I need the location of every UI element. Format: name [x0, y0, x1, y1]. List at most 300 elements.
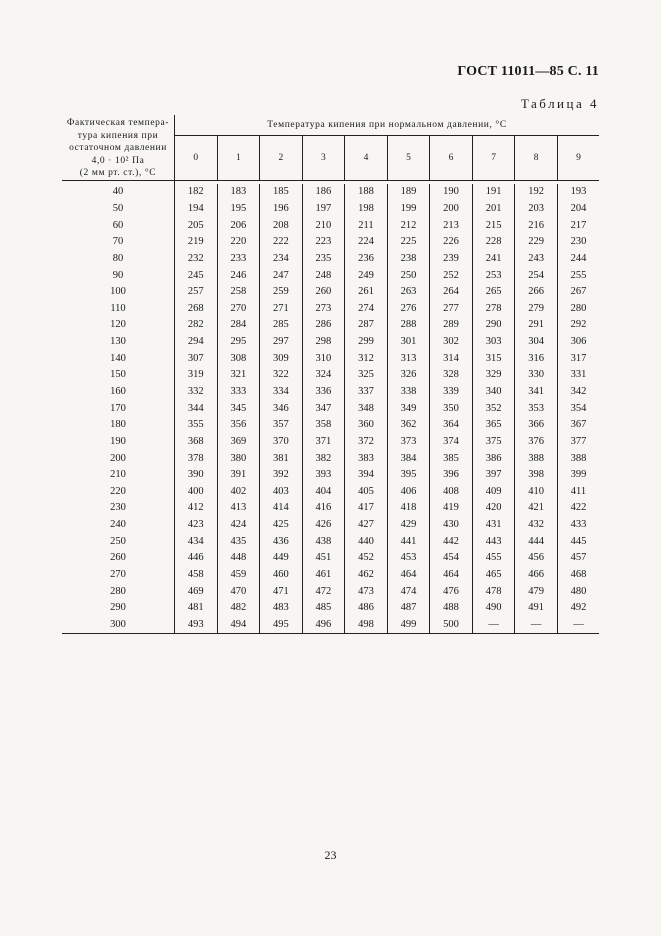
normal-pressure-temperature-cell: 253 [472, 267, 515, 284]
normal-pressure-temperature-cell: 325 [345, 367, 388, 384]
normal-pressure-temperature-cell: 417 [345, 500, 388, 517]
normal-pressure-temperature-cell: 360 [345, 416, 388, 433]
normal-pressure-temperature-cell: 324 [302, 367, 345, 384]
table-row [62, 250, 599, 267]
normal-pressure-temperature-cell: 464 [430, 566, 473, 583]
normal-pressure-temperature-cell: 411 [570, 485, 587, 497]
normal-pressure-temperature-cell: 195 [217, 200, 260, 217]
normal-pressure-temperature-cell: 357 [260, 416, 303, 433]
normal-pressure-temperature-cell: 326 [387, 367, 430, 384]
normal-pressure-temperature-cell: 322 [260, 367, 303, 384]
normal-pressure-temperature-cell: 210 [302, 217, 345, 234]
table-row [62, 450, 599, 467]
normal-pressure-temperature-cell: 446 [175, 550, 218, 567]
actual-temperature-cell: 100 [62, 283, 175, 300]
normal-pressure-temperature-cell: 409 [472, 483, 515, 500]
actual-temperature-cell: 260 [62, 550, 175, 567]
normal-pressure-temperature-cell: 452 [345, 550, 388, 567]
normal-pressure-temperature-cell: 468 [570, 569, 587, 581]
actual-temperature-cell: 160 [62, 383, 175, 400]
normal-pressure-temperature-cell: 378 [175, 450, 218, 467]
normal-pressure-temperature-cell: 316 [515, 350, 558, 367]
normal-pressure-temperature-cell: 478 [472, 583, 515, 600]
normal-pressure-temperature-cell: 399 [570, 469, 587, 481]
normal-pressure-temperature-cell: 273 [302, 300, 345, 317]
normal-pressure-temperature-cell: 286 [302, 317, 345, 334]
normal-pressure-temperature-cell: 257 [175, 283, 218, 300]
normal-pressure-temperature-cell: 345 [217, 400, 260, 417]
normal-pressure-temperature-cell: 259 [260, 283, 303, 300]
actual-temperature-cell: 230 [62, 500, 175, 517]
column-header: 9 [557, 136, 599, 180]
normal-pressure-temperature-cell: 454 [430, 550, 473, 567]
normal-pressure-temperature-cell: 464 [387, 566, 430, 583]
normal-pressure-temperature-cell: 182 [175, 184, 218, 201]
normal-pressure-temperature-cell: 453 [387, 550, 430, 567]
normal-pressure-temperature-cell: 254 [515, 267, 558, 284]
normal-pressure-temperature-cell: 408 [430, 483, 473, 500]
normal-pressure-temperature-cell: 373 [387, 433, 430, 450]
table-row [62, 233, 599, 250]
normal-pressure-temperature-cell: 485 [302, 600, 345, 617]
normal-pressure-temperature-cell: 270 [217, 300, 260, 317]
table-row [62, 533, 599, 550]
normal-pressure-temperature-cell: 362 [387, 416, 430, 433]
normal-pressure-temperature-cell: 250 [387, 267, 430, 284]
normal-pressure-temperature-cell: 342 [570, 386, 587, 397]
table-row [62, 400, 599, 417]
normal-pressure-temperature-cell: 232 [175, 250, 218, 267]
normal-pressure-temperature-cell: 445 [570, 535, 587, 547]
actual-temperature-cell: 60 [62, 217, 175, 234]
normal-pressure-temperature-cell: 386 [472, 450, 515, 467]
normal-pressure-temperature-cell: 388 [515, 450, 558, 467]
normal-pressure-temperature-cell: 435 [217, 533, 260, 550]
normal-pressure-temperature-cell: 370 [260, 433, 303, 450]
page-number: 23 [324, 848, 337, 862]
normal-pressure-temperature-cell: 368 [175, 433, 218, 450]
normal-pressure-temperature-cell: 347 [302, 400, 345, 417]
normal-pressure-temperature-cell: 493 [175, 616, 218, 633]
table-row [62, 200, 599, 217]
normal-pressure-temperature-cell: 288 [387, 317, 430, 334]
actual-temperature-cell: 120 [62, 317, 175, 334]
stub-header-line: остаточном давлении [69, 143, 167, 153]
normal-pressure-temperature-cell: 203 [515, 200, 558, 217]
normal-pressure-temperature-cell: 306 [570, 336, 587, 348]
normal-pressure-temperature-cell: 255 [570, 269, 587, 281]
normal-pressure-temperature-cell: 498 [345, 616, 388, 633]
normal-pressure-temperature-cell: 220 [217, 233, 260, 250]
column-header: 5 [387, 136, 430, 180]
normal-pressure-temperature-cell: 451 [302, 550, 345, 567]
normal-pressure-temperature-cell: 244 [570, 252, 587, 264]
normal-pressure-temperature-cell: 495 [260, 616, 303, 633]
normal-pressure-temperature-cell: 422 [570, 502, 587, 514]
normal-pressure-temperature-cell: 309 [260, 350, 303, 367]
normal-pressure-temperature-cell: 271 [260, 300, 303, 317]
normal-pressure-temperature-cell: 334 [260, 383, 303, 400]
normal-pressure-temperature-cell: 332 [175, 383, 218, 400]
stub-header [62, 115, 175, 180]
normal-pressure-temperature-cell: 374 [430, 433, 473, 450]
normal-pressure-temperature-cell: 380 [217, 450, 260, 467]
normal-pressure-temperature-cell: 279 [515, 300, 558, 317]
actual-temperature-cell: 110 [62, 300, 175, 317]
normal-pressure-temperature-cell: 337 [345, 383, 388, 400]
normal-pressure-temperature-cell: 298 [302, 333, 345, 350]
normal-pressure-temperature-cell: 312 [345, 350, 388, 367]
normal-pressure-temperature-cell: 372 [345, 433, 388, 450]
actual-temperature-cell: 220 [62, 483, 175, 500]
normal-pressure-temperature-cell: 456 [515, 550, 558, 567]
actual-temperature-cell: 130 [62, 333, 175, 350]
normal-pressure-temperature-cell: 339 [430, 383, 473, 400]
normal-pressure-temperature-cell: 423 [175, 516, 218, 533]
actual-temperature-cell: 190 [62, 433, 175, 450]
normal-pressure-temperature-cell: 329 [472, 367, 515, 384]
actual-temperature-cell: 50 [62, 200, 175, 217]
normal-pressure-temperature-cell: 331 [570, 369, 587, 381]
normal-pressure-temperature-cell: 292 [570, 319, 587, 331]
normal-pressure-temperature-cell: 396 [430, 466, 473, 483]
normal-pressure-temperature-cell: 438 [302, 533, 345, 550]
normal-pressure-temperature-cell: 390 [175, 466, 218, 483]
normal-pressure-temperature-cell: 419 [430, 500, 473, 517]
normal-pressure-temperature-cell: 328 [430, 367, 473, 384]
normal-pressure-temperature-cell: 201 [472, 200, 515, 217]
table-row [62, 350, 599, 367]
normal-pressure-temperature-cell: 258 [217, 283, 260, 300]
normal-pressure-temperature-cell: 333 [217, 383, 260, 400]
normal-pressure-temperature-cell: 371 [302, 433, 345, 450]
stub-header-line: 4,0 · 10² Па [91, 155, 145, 166]
normal-pressure-temperature-cell: 352 [472, 400, 515, 417]
normal-pressure-temperature-cell: 247 [260, 267, 303, 284]
normal-pressure-temperature-cell: 448 [217, 550, 260, 567]
document-reference: ГОСТ 11011—85 С. 11 [457, 64, 599, 79]
normal-pressure-temperature-cell: 234 [260, 250, 303, 267]
stub-header-line: тура кипения при [77, 130, 159, 141]
normal-pressure-temperature-cell: 301 [387, 333, 430, 350]
normal-pressure-temperature-cell: 186 [302, 184, 345, 201]
column-header: 2 [260, 136, 303, 180]
normal-pressure-temperature-cell: 426 [302, 516, 345, 533]
normal-pressure-temperature-cell: 196 [260, 200, 303, 217]
normal-pressure-temperature-cell: 356 [217, 416, 260, 433]
normal-pressure-temperature-cell: 486 [345, 600, 388, 617]
normal-pressure-temperature-cell: 194 [175, 200, 218, 217]
normal-pressure-temperature-cell: 414 [260, 500, 303, 517]
table-row [62, 383, 599, 400]
table-row [62, 367, 599, 384]
table-row [62, 600, 599, 617]
normal-pressure-temperature-cell: 219 [175, 233, 218, 250]
normal-pressure-temperature-cell: 350 [430, 400, 473, 417]
normal-pressure-temperature-cell: 473 [345, 583, 388, 600]
normal-pressure-temperature-cell: 248 [302, 267, 345, 284]
normal-pressure-temperature-cell: 460 [260, 566, 303, 583]
normal-pressure-temperature-cell: 472 [302, 583, 345, 600]
normal-pressure-temperature-cell: 341 [515, 383, 558, 400]
normal-pressure-temperature-cell: 432 [515, 516, 558, 533]
actual-temperature-cell: 240 [62, 516, 175, 533]
normal-pressure-temperature-cell: 400 [175, 483, 218, 500]
group-header: Температура кипения при нормальном давлении, °С [175, 115, 600, 136]
table-row [62, 416, 599, 433]
normal-pressure-temperature-cell: 366 [515, 416, 558, 433]
normal-pressure-temperature-cell: 290 [472, 317, 515, 334]
normal-pressure-temperature-cell: 440 [345, 533, 388, 550]
normal-pressure-temperature-cell: 302 [430, 333, 473, 350]
normal-pressure-temperature-cell: 402 [217, 483, 260, 500]
normal-pressure-temperature-cell: 284 [217, 317, 260, 334]
normal-pressure-temperature-cell: 344 [175, 400, 218, 417]
normal-pressure-temperature-cell: 192 [515, 184, 558, 201]
stub-header-line: Фактическая темпера- [66, 118, 170, 128]
actual-temperature-cell: 200 [62, 450, 175, 467]
actual-temperature-cell: 280 [62, 583, 175, 600]
normal-pressure-temperature-cell: 483 [260, 600, 303, 617]
normal-pressure-temperature-cell: 230 [570, 236, 587, 248]
boiling-temperature-table [62, 115, 599, 634]
table-row [62, 550, 599, 567]
normal-pressure-temperature-cell: 418 [387, 500, 430, 517]
actual-temperature-cell: 300 [62, 616, 175, 633]
normal-pressure-temperature-cell: 395 [387, 466, 430, 483]
normal-pressure-temperature-cell: 224 [345, 233, 388, 250]
normal-pressure-temperature-cell: 425 [260, 516, 303, 533]
normal-pressure-temperature-cell: 287 [345, 317, 388, 334]
normal-pressure-temperature-cell: 261 [345, 283, 388, 300]
table-row [62, 466, 599, 483]
column-header: 1 [217, 136, 260, 180]
normal-pressure-temperature-cell: 413 [217, 500, 260, 517]
normal-pressure-temperature-cell: 365 [472, 416, 515, 433]
normal-pressure-temperature-cell: 285 [260, 317, 303, 334]
normal-pressure-temperature-cell: 243 [515, 250, 558, 267]
table-caption: Таблица 4 [520, 96, 599, 111]
normal-pressure-temperature-cell: 315 [472, 350, 515, 367]
normal-pressure-temperature-cell: 274 [345, 300, 388, 317]
normal-pressure-temperature-cell: 235 [302, 250, 345, 267]
normal-pressure-temperature-cell: 205 [175, 217, 218, 234]
normal-pressure-temperature-cell: 466 [515, 566, 558, 583]
column-header: 7 [472, 136, 515, 180]
normal-pressure-temperature-cell: 229 [515, 233, 558, 250]
normal-pressure-temperature-cell: 482 [217, 600, 260, 617]
normal-pressure-temperature-cell: 297 [260, 333, 303, 350]
normal-pressure-temperature-cell: 392 [260, 466, 303, 483]
normal-pressure-temperature-cell: 189 [387, 184, 430, 201]
normal-pressure-temperature-cell: 393 [302, 466, 345, 483]
normal-pressure-temperature-cell: 494 [217, 616, 260, 633]
normal-pressure-temperature-cell: 461 [302, 566, 345, 583]
normal-pressure-temperature-cell: 449 [260, 550, 303, 567]
normal-pressure-temperature-cell: 223 [302, 233, 345, 250]
normal-pressure-temperature-cell: 330 [515, 367, 558, 384]
normal-pressure-temperature-cell: 416 [302, 500, 345, 517]
normal-pressure-temperature-cell: 268 [175, 300, 218, 317]
normal-pressure-temperature-cell: 299 [345, 333, 388, 350]
normal-pressure-temperature-cell: 185 [260, 184, 303, 201]
normal-pressure-temperature-cell: 383 [345, 450, 388, 467]
normal-pressure-temperature-cell: 444 [515, 533, 558, 550]
normal-pressure-temperature-cell: 246 [217, 267, 260, 284]
normal-pressure-temperature-cell: 492 [570, 602, 587, 614]
normal-pressure-temperature-cell: 200 [430, 200, 473, 217]
normal-pressure-temperature-cell: 376 [515, 433, 558, 450]
normal-pressure-temperature-cell: 198 [345, 200, 388, 217]
normal-pressure-temperature-cell: 496 [302, 616, 345, 633]
normal-pressure-temperature-cell: 403 [260, 483, 303, 500]
normal-pressure-temperature-cell: 490 [472, 600, 515, 617]
normal-pressure-temperature-cell: 410 [515, 483, 558, 500]
normal-pressure-temperature-cell: 459 [217, 566, 260, 583]
normal-pressure-temperature-cell: 443 [472, 533, 515, 550]
normal-pressure-temperature-cell: 457 [570, 552, 587, 564]
normal-pressure-temperature-cell: 265 [472, 283, 515, 300]
normal-pressure-temperature-cell: 358 [302, 416, 345, 433]
normal-pressure-temperature-cell: 479 [515, 583, 558, 600]
normal-pressure-temperature-cell: 276 [387, 300, 430, 317]
actual-temperature-cell: 90 [62, 267, 175, 284]
table-row [62, 283, 599, 300]
actual-temperature-cell: 250 [62, 533, 175, 550]
normal-pressure-temperature-cell: 488 [430, 600, 473, 617]
actual-temperature-cell: 180 [62, 416, 175, 433]
actual-temperature-cell: 270 [62, 566, 175, 583]
normal-pressure-temperature-cell: 434 [175, 533, 218, 550]
normal-pressure-temperature-cell: 303 [472, 333, 515, 350]
normal-pressure-temperature-cell: 336 [302, 383, 345, 400]
normal-pressure-temperature-cell: 249 [345, 267, 388, 284]
normal-pressure-temperature-cell: 321 [217, 367, 260, 384]
normal-pressure-temperature-cell: 282 [175, 317, 218, 334]
table-row [62, 333, 599, 350]
actual-temperature-cell: 140 [62, 350, 175, 367]
normal-pressure-temperature-cell: 267 [570, 286, 587, 298]
normal-pressure-temperature-cell: 397 [472, 466, 515, 483]
normal-pressure-temperature-cell: 480 [570, 585, 587, 597]
normal-pressure-temperature-cell: 213 [430, 217, 473, 234]
normal-pressure-temperature-cell: 433 [570, 519, 587, 531]
normal-pressure-temperature-cell: 405 [345, 483, 388, 500]
normal-pressure-temperature-cell: 211 [345, 217, 388, 234]
normal-pressure-temperature-cell: 197 [302, 200, 345, 217]
normal-pressure-temperature-cell: 500 [430, 616, 473, 633]
normal-pressure-temperature-cell: 471 [260, 583, 303, 600]
normal-pressure-temperature-cell: 212 [387, 217, 430, 234]
normal-pressure-temperature-cell: 291 [515, 317, 558, 334]
normal-pressure-temperature-cell: 188 [345, 184, 388, 201]
column-header: 6 [430, 136, 473, 180]
actual-temperature-cell: 210 [62, 466, 175, 483]
normal-pressure-temperature-cell: — [557, 616, 599, 633]
normal-pressure-temperature-cell: 313 [387, 350, 430, 367]
normal-pressure-temperature-cell: 236 [345, 250, 388, 267]
normal-pressure-temperature-cell: 499 [387, 616, 430, 633]
normal-pressure-temperature-cell: 190 [430, 184, 473, 201]
normal-pressure-temperature-cell: 474 [387, 583, 430, 600]
actual-temperature-cell: 40 [62, 184, 175, 201]
normal-pressure-temperature-cell: 241 [472, 250, 515, 267]
normal-pressure-temperature-cell: 385 [430, 450, 473, 467]
normal-pressure-temperature-cell: 260 [302, 283, 345, 300]
normal-pressure-temperature-cell: 225 [387, 233, 430, 250]
normal-pressure-temperature-cell: 441 [387, 533, 430, 550]
normal-pressure-temperature-cell: 354 [570, 402, 587, 414]
normal-pressure-temperature-cell: 487 [387, 600, 430, 617]
normal-pressure-temperature-cell: 193 [570, 186, 587, 198]
column-header: 0 [175, 136, 218, 180]
normal-pressure-temperature-cell: 215 [472, 217, 515, 234]
normal-pressure-temperature-cell: 346 [260, 400, 303, 417]
normal-pressure-temperature-cell: 391 [217, 466, 260, 483]
normal-pressure-temperature-cell: 204 [570, 202, 587, 214]
normal-pressure-temperature-cell: 377 [570, 435, 587, 447]
normal-pressure-temperature-cell: 375 [472, 433, 515, 450]
normal-pressure-temperature-cell: 295 [217, 333, 260, 350]
table-row [62, 583, 599, 600]
normal-pressure-temperature-cell: 199 [387, 200, 430, 217]
table-row [62, 500, 599, 517]
column-header: 3 [302, 136, 345, 180]
normal-pressure-temperature-cell: 429 [387, 516, 430, 533]
normal-pressure-temperature-cell: 420 [472, 500, 515, 517]
normal-pressure-temperature-cell: 228 [472, 233, 515, 250]
normal-pressure-temperature-cell: 455 [472, 550, 515, 567]
normal-pressure-temperature-cell: 381 [260, 450, 303, 467]
stub-header-line: (2 мм рт. ст.), °С [79, 168, 157, 178]
normal-pressure-temperature-cell: — [515, 616, 558, 633]
normal-pressure-temperature-cell: 431 [472, 516, 515, 533]
normal-pressure-temperature-cell: 491 [515, 600, 558, 617]
normal-pressure-temperature-cell: 238 [387, 250, 430, 267]
normal-pressure-temperature-cell: 217 [570, 219, 587, 231]
normal-pressure-temperature-cell: 481 [175, 600, 218, 617]
normal-pressure-temperature-cell: 317 [570, 352, 587, 364]
normal-pressure-temperature-cell: 191 [472, 184, 515, 201]
table-row [62, 300, 599, 317]
normal-pressure-temperature-cell: 412 [175, 500, 218, 517]
normal-pressure-temperature-cell: 222 [260, 233, 303, 250]
normal-pressure-temperature-cell: 304 [515, 333, 558, 350]
normal-pressure-temperature-cell: 226 [430, 233, 473, 250]
table-row [62, 267, 599, 284]
table-row [62, 616, 599, 633]
normal-pressure-temperature-cell: 430 [430, 516, 473, 533]
table-row [62, 217, 599, 234]
normal-pressure-temperature-cell: 364 [430, 416, 473, 433]
normal-pressure-temperature-cell: 264 [430, 283, 473, 300]
table-row [62, 433, 599, 450]
normal-pressure-temperature-cell: 369 [217, 433, 260, 450]
normal-pressure-temperature-cell: 458 [175, 566, 218, 583]
normal-pressure-temperature-cell: 245 [175, 267, 218, 284]
normal-pressure-temperature-cell: 206 [217, 217, 260, 234]
normal-pressure-temperature-cell: 470 [217, 583, 260, 600]
normal-pressure-temperature-cell: 382 [302, 450, 345, 467]
normal-pressure-temperature-cell: 314 [430, 350, 473, 367]
table-row [62, 483, 599, 500]
normal-pressure-temperature-cell: 384 [387, 450, 430, 467]
normal-pressure-temperature-cell: — [472, 616, 515, 633]
actual-temperature-cell: 150 [62, 367, 175, 384]
normal-pressure-temperature-cell: 394 [345, 466, 388, 483]
normal-pressure-temperature-cell: 404 [302, 483, 345, 500]
actual-temperature-cell: 290 [62, 600, 175, 617]
